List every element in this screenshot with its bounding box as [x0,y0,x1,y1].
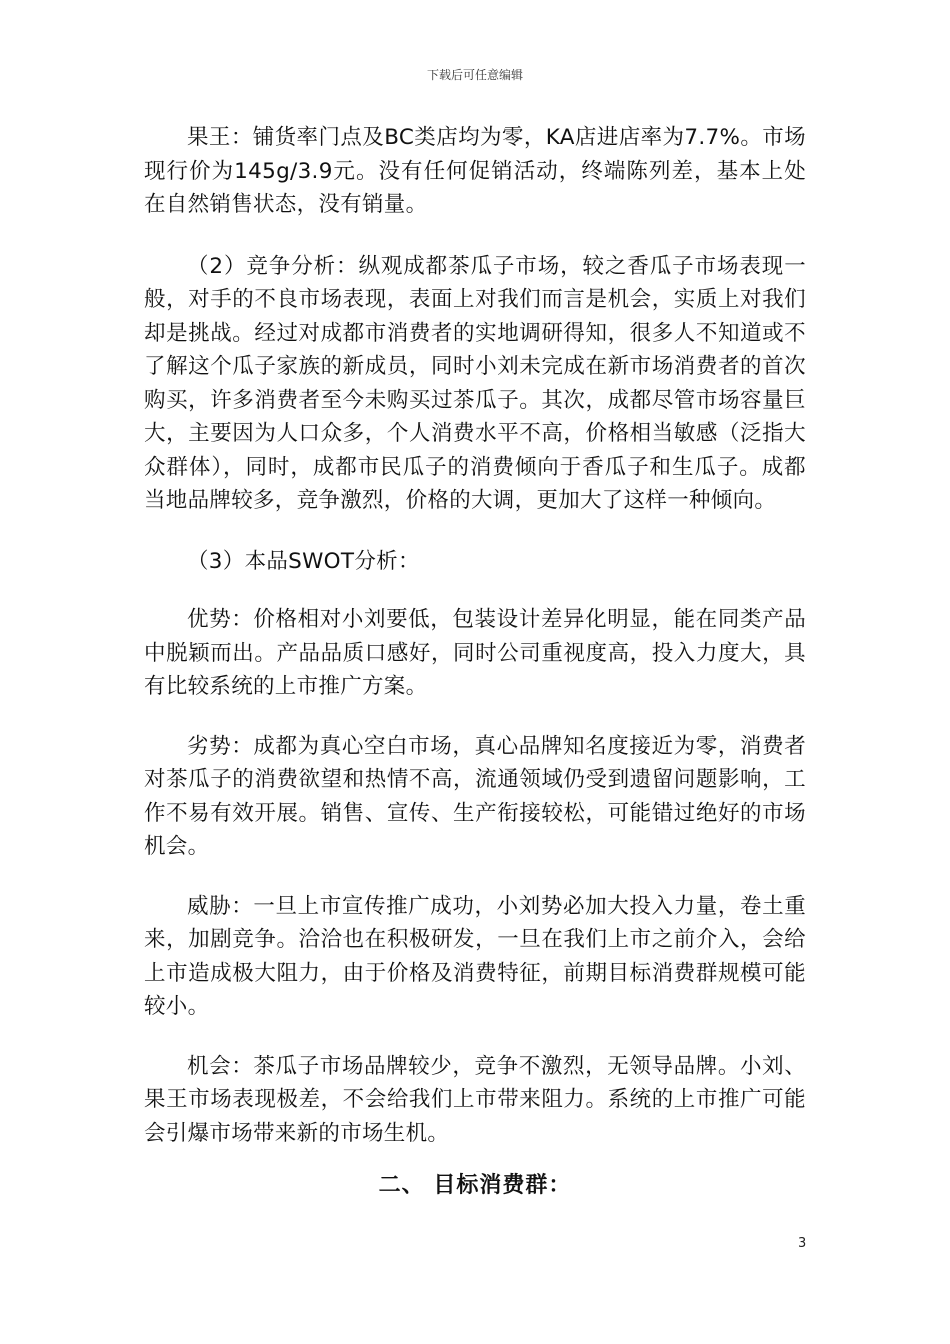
paragraph-competition-analysis: （2）竞争分析：纵观成都茶瓜子市场，较之香瓜子市场表现一般，对手的不良市场表现，表面上对我们而言是机会，实质上对我们却是挑战。经过对成都市消费者的实地调研得知，很多人不知道或不了解这个瓜子家族的新成员，同时小刘未完成在新市场消费者的首次购买，许多消费者至今未购买过茶瓜子。其次，成都尽管市场容量巨大，主要因为人口众多，个人消费水平不高，价格相当敏感（泛指大众群体），同时，成都市民瓜子的消费倾向于香瓜子和生瓜子。成都当地品牌较多，竞争激烈，价格的大调，更加大了这样一种倾向。 [144,253,806,513]
paragraph-opportunities: 机会：茶瓜子市场品牌较少，竞争不激烈，无领导品牌。小刘、果王市场表现极差，不会给我们上市带来阻力。系统的上市推广可能会引爆市场带来新的市场生机。 [144,1053,806,1146]
document-body [144,121,806,1203]
paragraph-threats: 威胁：一旦上市宣传推广成功，小刘势必加大投入力量，卷土重来，加剧竞争。洽洽也在积极研发，一旦在我们上市之前介入，会给上市造成极大阻力，由于价格及消费特征，前期目标消费群规模可能较小。 [144,893,806,1019]
paragraph-guowang: 果王：铺货率门点及BC类店均为零，KA店进店率为7.7%。市场现行价为145g/3.9元。没有任何促销活动，终端陈列差，基本上处在自然销售状态，没有销量。 [144,125,806,217]
paragraph-weaknesses: 劣势：成都为真心空白市场，真心品牌知名度接近为零，消费者对茶瓜子的消费欲望和热情不高，流通领域仍受到遗留问题影响，工作不易有效开展。销售、宣传、生产衔接较松，可能错过绝好的市场机会。 [144,733,806,859]
section-heading-target-consumers: 二、 目标消费群： [378,1173,572,1198]
paragraph-strengths: 优势：价格相对小刘要低，包装设计差异化明显，能在同类产品中脱颖而出。产品品质口感好，同时公司重视度高，投入力度大，具有比较系统的上市推广方案。 [144,607,806,699]
page-header: 下载后可任意编辑 [426,68,523,82]
paragraph-swot-title: （3）本品SWOT分析： [187,548,420,574]
page-number: 3 [798,1236,807,1251]
